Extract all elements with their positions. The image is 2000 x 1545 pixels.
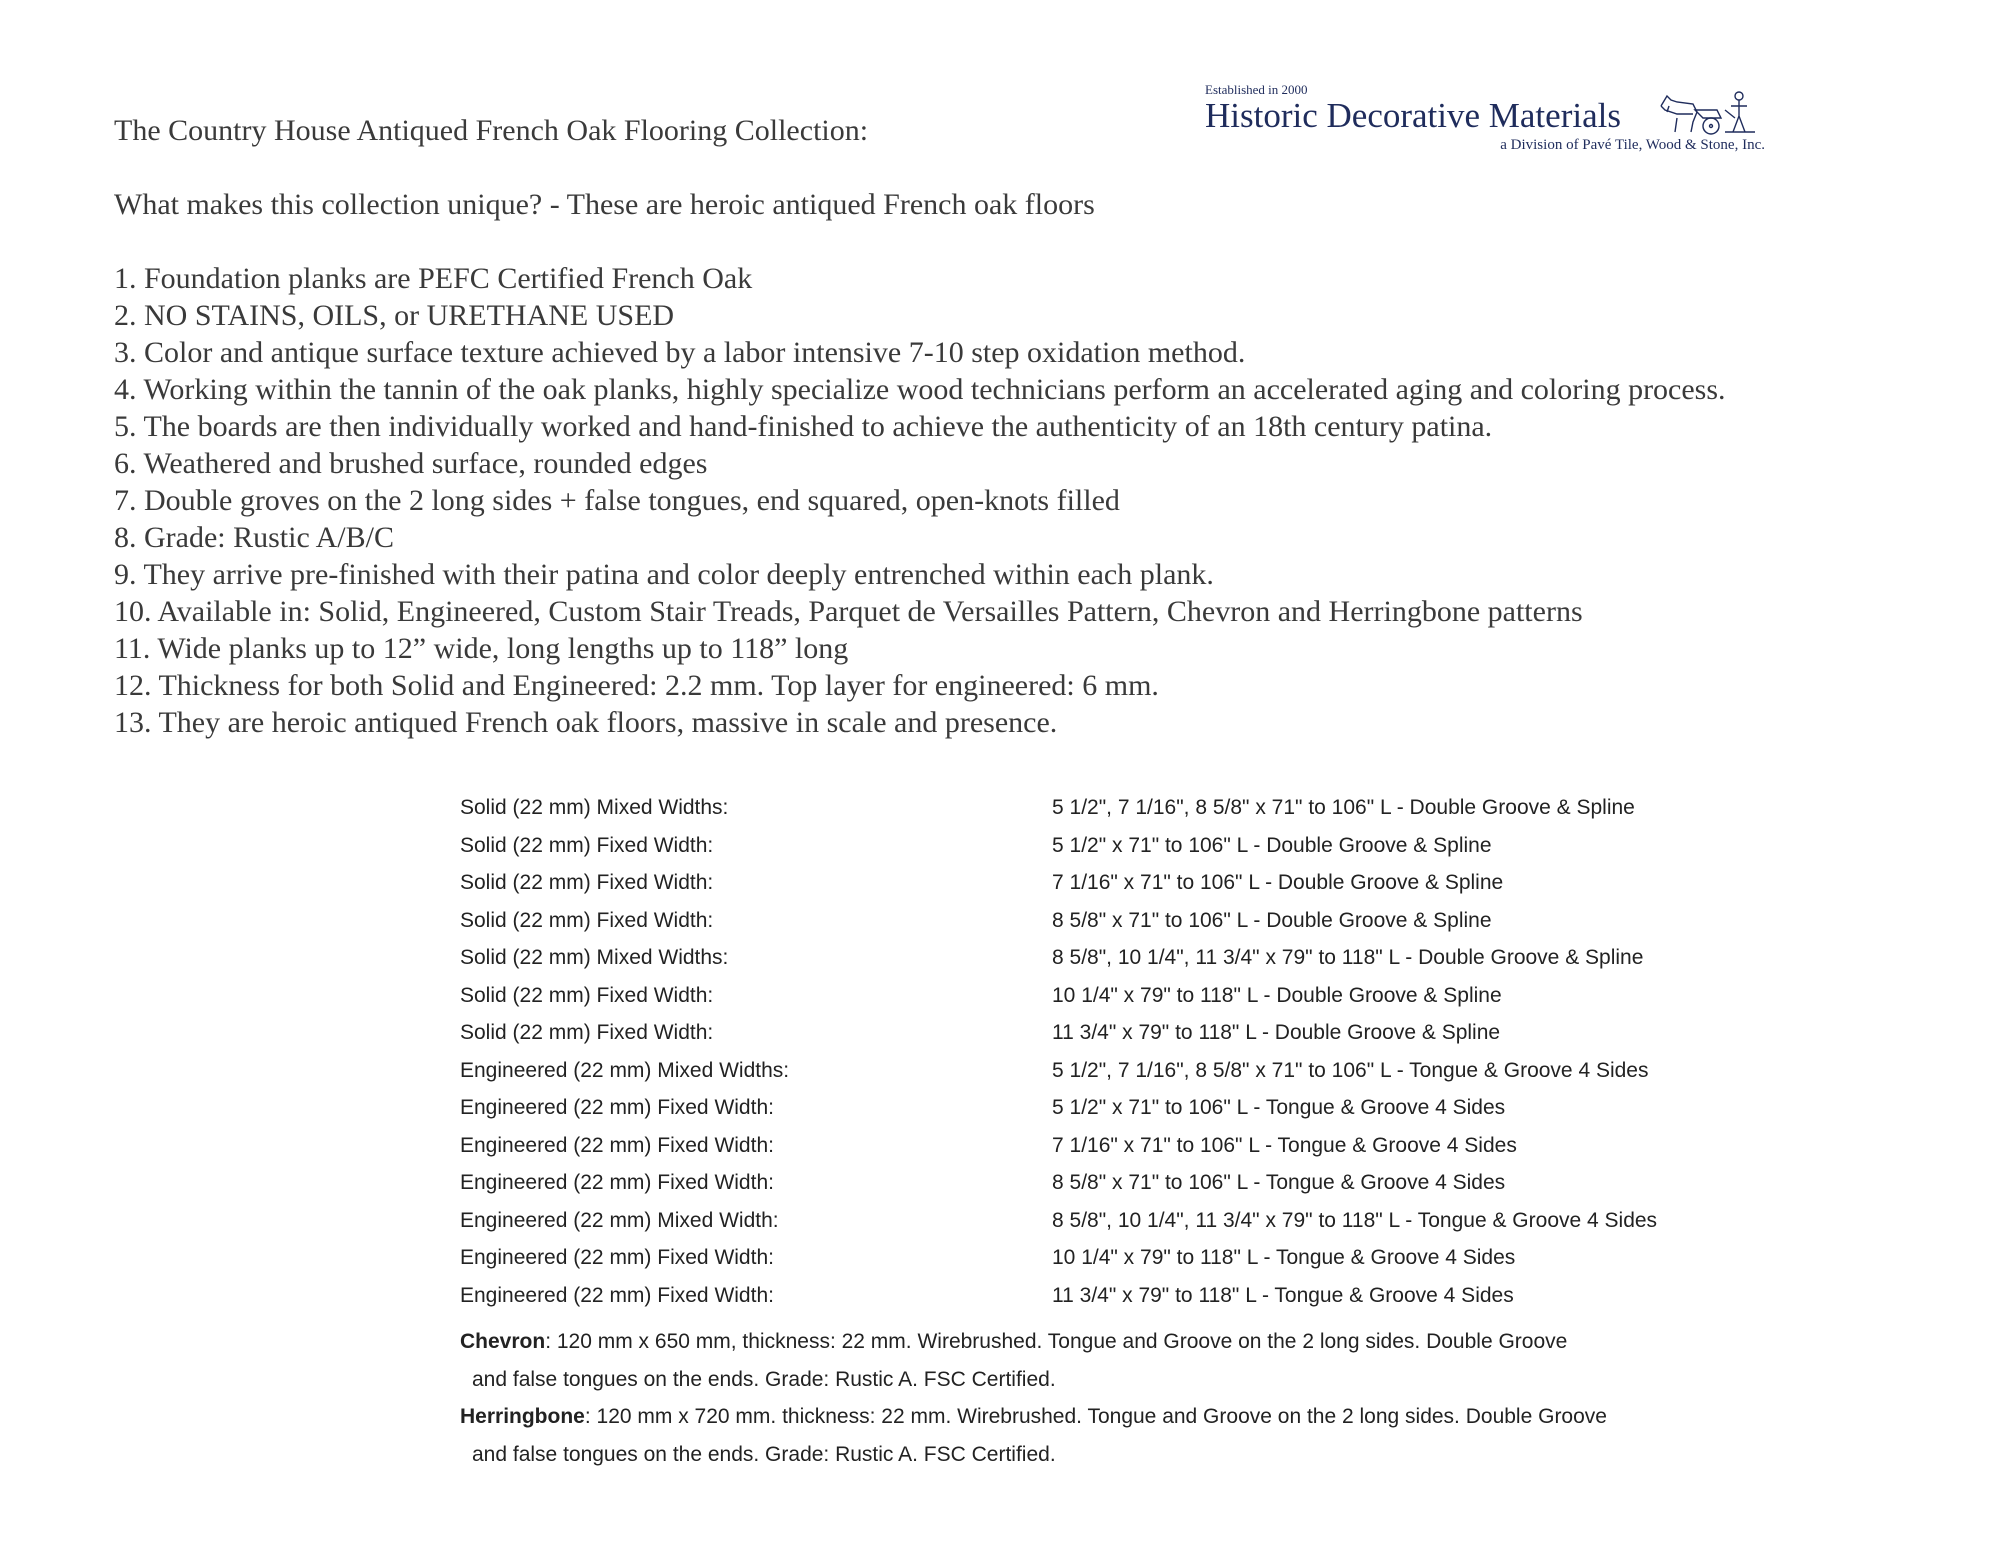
spec-value: 8 5/8" x 71" to 106" L - Double Groove & Spline (1052, 908, 1492, 932)
list-item: 7. Double groves on the 2 long sides + false tongues, end squared, open-knots filled (114, 484, 1120, 517)
spec-value: 11 3/4" x 79" to 118" L - Tongue & Groove 4 Sides (1052, 1283, 1514, 1307)
spec-value: 8 5/8" x 71" to 106" L - Tongue & Groove 4 Sides (1052, 1171, 1506, 1194)
chevron-description: : 120 mm x 650 mm, thickness: 22 mm. Wirebrushed. Tongue and Groove on the 2 long sides. Double Groove (545, 1330, 1568, 1353)
spec-label: Solid (22 mm) Fixed Width: (460, 983, 714, 1007)
list-item: 6. Weathered and brushed surface, rounded edges (114, 447, 708, 480)
list-item: 8. Grade: Rustic A/B/C (114, 521, 394, 554)
list-item: 9. They arrive pre-finished with their patina and color deeply entrenched within each plank. (114, 558, 1214, 591)
spec-label: Engineered (22 mm) Mixed Width: (460, 1208, 779, 1232)
list-item: 5. The boards are then individually worked and hand-finished to achieve the authenticity of an 18th century patina. (114, 410, 1493, 443)
collection-intro: What makes this collection unique? - These are heroic antiqued French oak floors (114, 188, 1095, 221)
company-logo (1205, 82, 1765, 160)
spec-label: Engineered (22 mm) Mixed Widths: (460, 1058, 790, 1082)
chevron-note (460, 1323, 1607, 1361)
pattern-notes (460, 1323, 1607, 1473)
list-item: 1. Foundation planks are PEFC Certified French Oak (114, 262, 753, 295)
list-item: 11. Wide planks up to 12” wide, long lengths up to 118” long (114, 632, 849, 665)
list-item: 3. Color and antique surface texture achieved by a labor intensive 7-10 step oxidation method. (114, 336, 1246, 369)
herringbone-term: Herringbone (460, 1405, 585, 1428)
chevron-note-continued: and false tongues on the ends. Grade: Rustic A. FSC Certified. (472, 1367, 1056, 1391)
herringbone-description: : 120 mm x 720 mm. thickness: 22 mm. Wirebrushed. Tongue and Groove on the 2 long sides. Double Groove (584, 1405, 1607, 1428)
logo-division-text: a Division of Pavé Tile, Wood & Stone, Inc. (1500, 137, 1765, 153)
logo-established-text: Established in 2000 (1205, 82, 1308, 97)
spec-label: Engineered (22 mm) Fixed Width: (460, 1133, 774, 1157)
horse-cart-icon (1655, 88, 1765, 140)
spec-value: 5 1/2" x 71" to 106" L - Tongue & Groove 4 Sides (1052, 1096, 1506, 1119)
spec-label: Solid (22 mm) Fixed Width: (460, 1021, 714, 1044)
list-item: 13. They are heroic antiqued French oak floors, massive in scale and presence. (114, 706, 1058, 739)
list-item: 10. Available in: Solid, Engineered, Custom Stair Treads, Parquet de Versailles Pattern, Chevron and Herringbone patterns (114, 595, 1583, 628)
list-item: 4. Working within the tannin of the oak planks, highly specialize wood technicians perform an accelerated aging and coloring process. (114, 373, 1726, 406)
spec-label: Solid (22 mm) Mixed Widths: (460, 796, 729, 819)
logo-company-name: Historic Decorative Materials (1205, 96, 1621, 135)
list-item: 2. NO STAINS, OILS, or URETHANE USED (114, 299, 675, 332)
spec-label: Solid (22 mm) Fixed Width: (460, 833, 714, 857)
spec-label: Engineered (22 mm) Fixed Width: (460, 1283, 774, 1307)
spec-value: 7 1/16" x 71" to 106" L - Double Groove & Spline (1052, 871, 1504, 894)
chevron-term: Chevron (460, 1330, 546, 1353)
page-title: The Country House Antiqued French Oak Flooring Collection: (114, 114, 869, 147)
spec-value: 8 5/8", 10 1/4", 11 3/4" x 79" to 118" L - Double Groove & Spline (1052, 946, 1644, 969)
spec-value: 5 1/2", 7 1/16", 8 5/8" x 71" to 106" L - Tongue & Groove 4 Sides (1052, 1058, 1649, 1082)
spec-value: 8 5/8", 10 1/4", 11 3/4" x 79" to 118" L - Tongue & Groove 4 Sides (1052, 1208, 1658, 1232)
list-item: 12. Thickness for both Solid and Engineered: 2.2 mm. Top layer for engineered: 6 mm. (114, 669, 1159, 702)
spec-value: 10 1/4" x 79" to 118" L - Tongue & Groove 4 Sides (1052, 1246, 1516, 1269)
spec-label: Engineered (22 mm) Fixed Width: (460, 1171, 774, 1194)
spec-label: Solid (22 mm) Mixed Widths: (460, 946, 729, 969)
spec-value: 11 3/4" x 79" to 118" L - Double Groove & Spline (1052, 1021, 1501, 1044)
spec-label: Solid (22 mm) Fixed Width: (460, 871, 714, 894)
herringbone-note (460, 1398, 1607, 1436)
feature-list (114, 260, 1726, 741)
spec-label: Engineered (22 mm) Fixed Width: (460, 1096, 774, 1119)
spec-label: Engineered (22 mm) Fixed Width: (460, 1246, 774, 1269)
herringbone-note-continued: and false tongues on the ends. Grade: Rustic A. FSC Certified. (472, 1442, 1056, 1466)
spec-value: 7 1/16" x 71" to 106" L - Tongue & Groove 4 Sides (1052, 1133, 1517, 1157)
spec-label: Solid (22 mm) Fixed Width: (460, 908, 714, 932)
spec-value: 10 1/4" x 79" to 118" L - Double Groove & Spline (1052, 983, 1502, 1007)
spec-value: 5 1/2" x 71" to 106" L - Double Groove & Spline (1052, 833, 1492, 857)
spec-value: 5 1/2", 7 1/16", 8 5/8" x 71" to 106" L - Double Groove & Spline (1052, 796, 1635, 819)
